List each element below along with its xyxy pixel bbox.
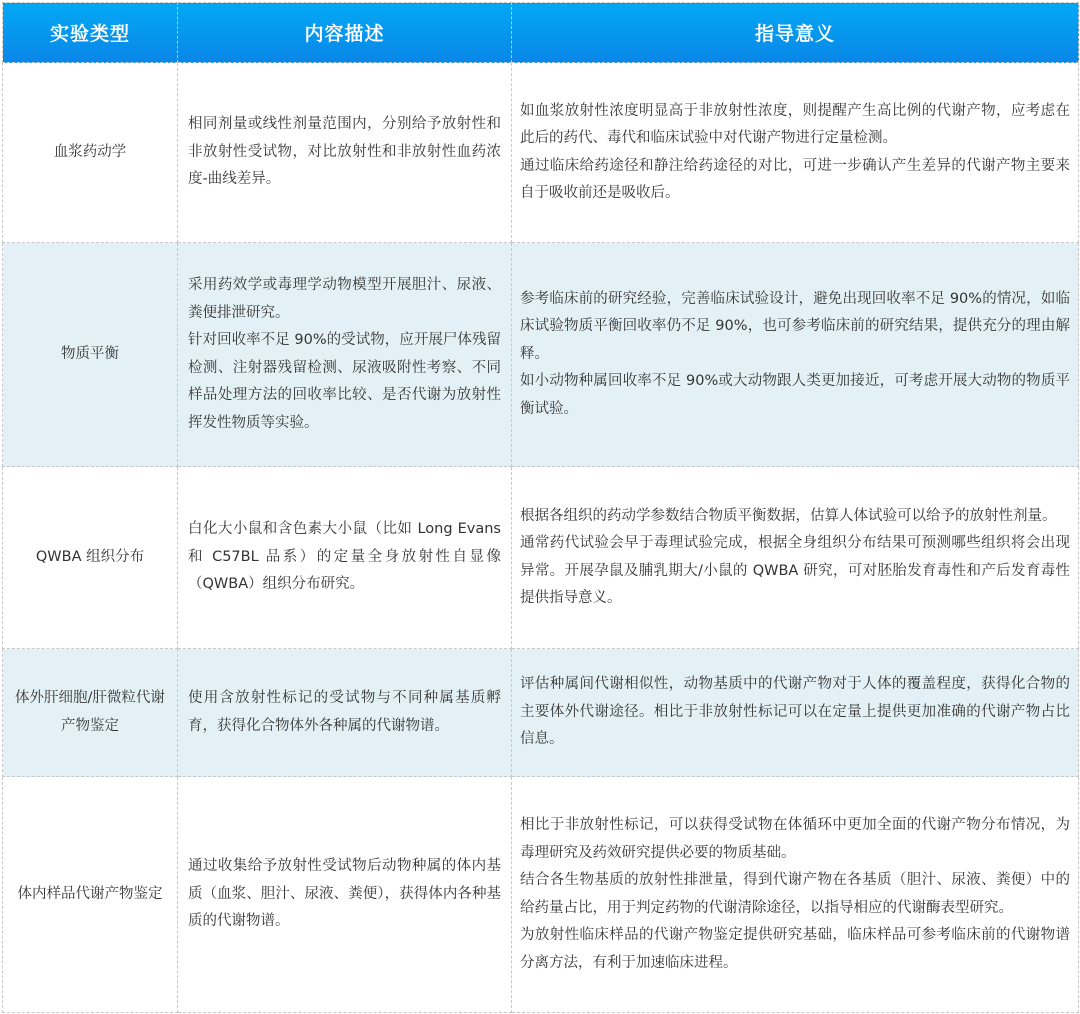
experiment-comparison-table bbox=[2, 2, 1079, 1013]
cell-significance bbox=[512, 649, 1079, 777]
cell-significance bbox=[512, 777, 1079, 1013]
cell-experiment-type: 物质平衡 bbox=[3, 243, 178, 467]
significance-text: 相比于非放射性标记，可以获得受试物在体循环中更加全面的代谢产物分布情况，为毒理研究及药效研究提供必要的物质基础。 bbox=[520, 817, 1070, 861]
table-row-in-vivo-metabolite-id bbox=[3, 777, 1079, 1013]
table-row-mass-balance bbox=[3, 243, 1079, 467]
description-text: 白化大小鼠和含色素大小鼠（比如 Long Evans 和 C57BL 品系）的定量全身放射性自显像（QWBA）组织分布研究。 bbox=[188, 521, 501, 593]
table-row-qwba-distribution bbox=[3, 467, 1079, 649]
cell-experiment-type: 血浆药动学 bbox=[3, 63, 178, 243]
header-guidance-significance: 指导意义 bbox=[512, 3, 1079, 63]
significance-text: 评估种属间代谢相似性，动物基质中的代谢产物对于人体的覆盖程度，获得化合物的主要体外代谢途径。相比于非放射性标记可以在定量上提供更加准确的代谢产物占比信息。 bbox=[520, 676, 1070, 748]
header-experiment-type: 实验类型 bbox=[3, 3, 178, 63]
significance-text: 如小动物种属回收率不足 90%或大动物跟人类更加接近，可考虑开展大动物的物质平衡试验。 bbox=[520, 373, 1070, 417]
significance-text: 通常药代试验会早于毒理试验完成，根据全身组织分布结果可预测哪些组织将会出现异常。开展孕鼠及脯乳期大/小鼠的 QWBA 研究，可对胚胎发育毒性和产后发育毒性提供指导意义。 bbox=[520, 535, 1070, 606]
cell-description bbox=[178, 63, 512, 243]
cell-description bbox=[178, 243, 512, 467]
header-row bbox=[3, 3, 1079, 63]
significance-text: 根据各组织的药动学参数结合物质平衡数据，估算人体试验可以给予的放射性剂量。 bbox=[520, 507, 1057, 524]
cell-significance bbox=[512, 467, 1079, 649]
cell-significance bbox=[512, 63, 1079, 243]
significance-text: 结合各生物基质的放射性排泄量，得到代谢产物在各基质（胆汁、尿液、粪便）中的给药量占比，用于判定药物的代谢清除途径，以指导相应的代谢酶表型研究。 bbox=[520, 872, 1070, 916]
table-row-plasma-pk bbox=[3, 63, 1079, 243]
significance-text: 为放射性临床样品的代谢产物鉴定提供研究基础，临床样品可参考临床前的代谢物谱分离方法，有利于加速临床进程。 bbox=[520, 927, 1070, 971]
description-text: 使用含放射性标记的受试物与不同种属基质孵育，获得化合物体外各种属的代谢物谱。 bbox=[188, 690, 501, 734]
table-row-in-vitro-metabolite-id bbox=[3, 649, 1079, 777]
cell-experiment-type: 体外肝细胞/肝微粒代谢产物鉴定 bbox=[3, 649, 178, 777]
cell-description bbox=[178, 777, 512, 1013]
description-text: 相同剂量或线性剂量范围内，分别给予放射性和非放射性受试物，对比放射性和非放射性血药浓度-曲线差异。 bbox=[188, 116, 501, 188]
cell-description bbox=[178, 467, 512, 649]
cell-significance bbox=[512, 243, 1079, 467]
description-text: 通过收集给予放射性受试物后动物种属的体内基质（血浆、胆汁、尿液、粪便），获得体内各种基质的代谢物谱。 bbox=[188, 858, 501, 930]
description-text: 针对回收率不足 90%的受试物，应开展尸体残留检测、注射器残留检测、尿液吸附性考察、不同样品处理方法的回收率比较、是否代谢为放射性挥发性物质等实验。 bbox=[188, 332, 501, 431]
cell-experiment-type: QWBA 组织分布 bbox=[3, 467, 178, 649]
cell-experiment-type: 体内样品代谢产物鉴定 bbox=[3, 777, 178, 1013]
description-text: 采用药效学或毒理学动物模型开展胆汁、尿液、粪便排泄研究。 bbox=[188, 277, 501, 321]
header-content-description: 内容描述 bbox=[178, 3, 512, 63]
cell-description bbox=[178, 649, 512, 777]
significance-text: 通过临床给药途径和静注给药途径的对比，可进一步确认产生差异的代谢产物主要来自于吸收前还是吸收后。 bbox=[520, 157, 1070, 201]
significance-text: 参考临床前的研究经验，完善临床试验设计，避免出现回收率不足 90%的情况，如临床试验物质平衡回收率仍不足 90%，也可参考临床前的研究结果，提供充分的理由解释。 bbox=[520, 290, 1070, 362]
significance-text: 如血浆放射性浓度明显高于非放射性浓度，则提醒产生高比例的代谢产物，应考虑在此后的药代、毒代和临床试验中对代谢产物进行定量检测。 bbox=[520, 102, 1070, 146]
